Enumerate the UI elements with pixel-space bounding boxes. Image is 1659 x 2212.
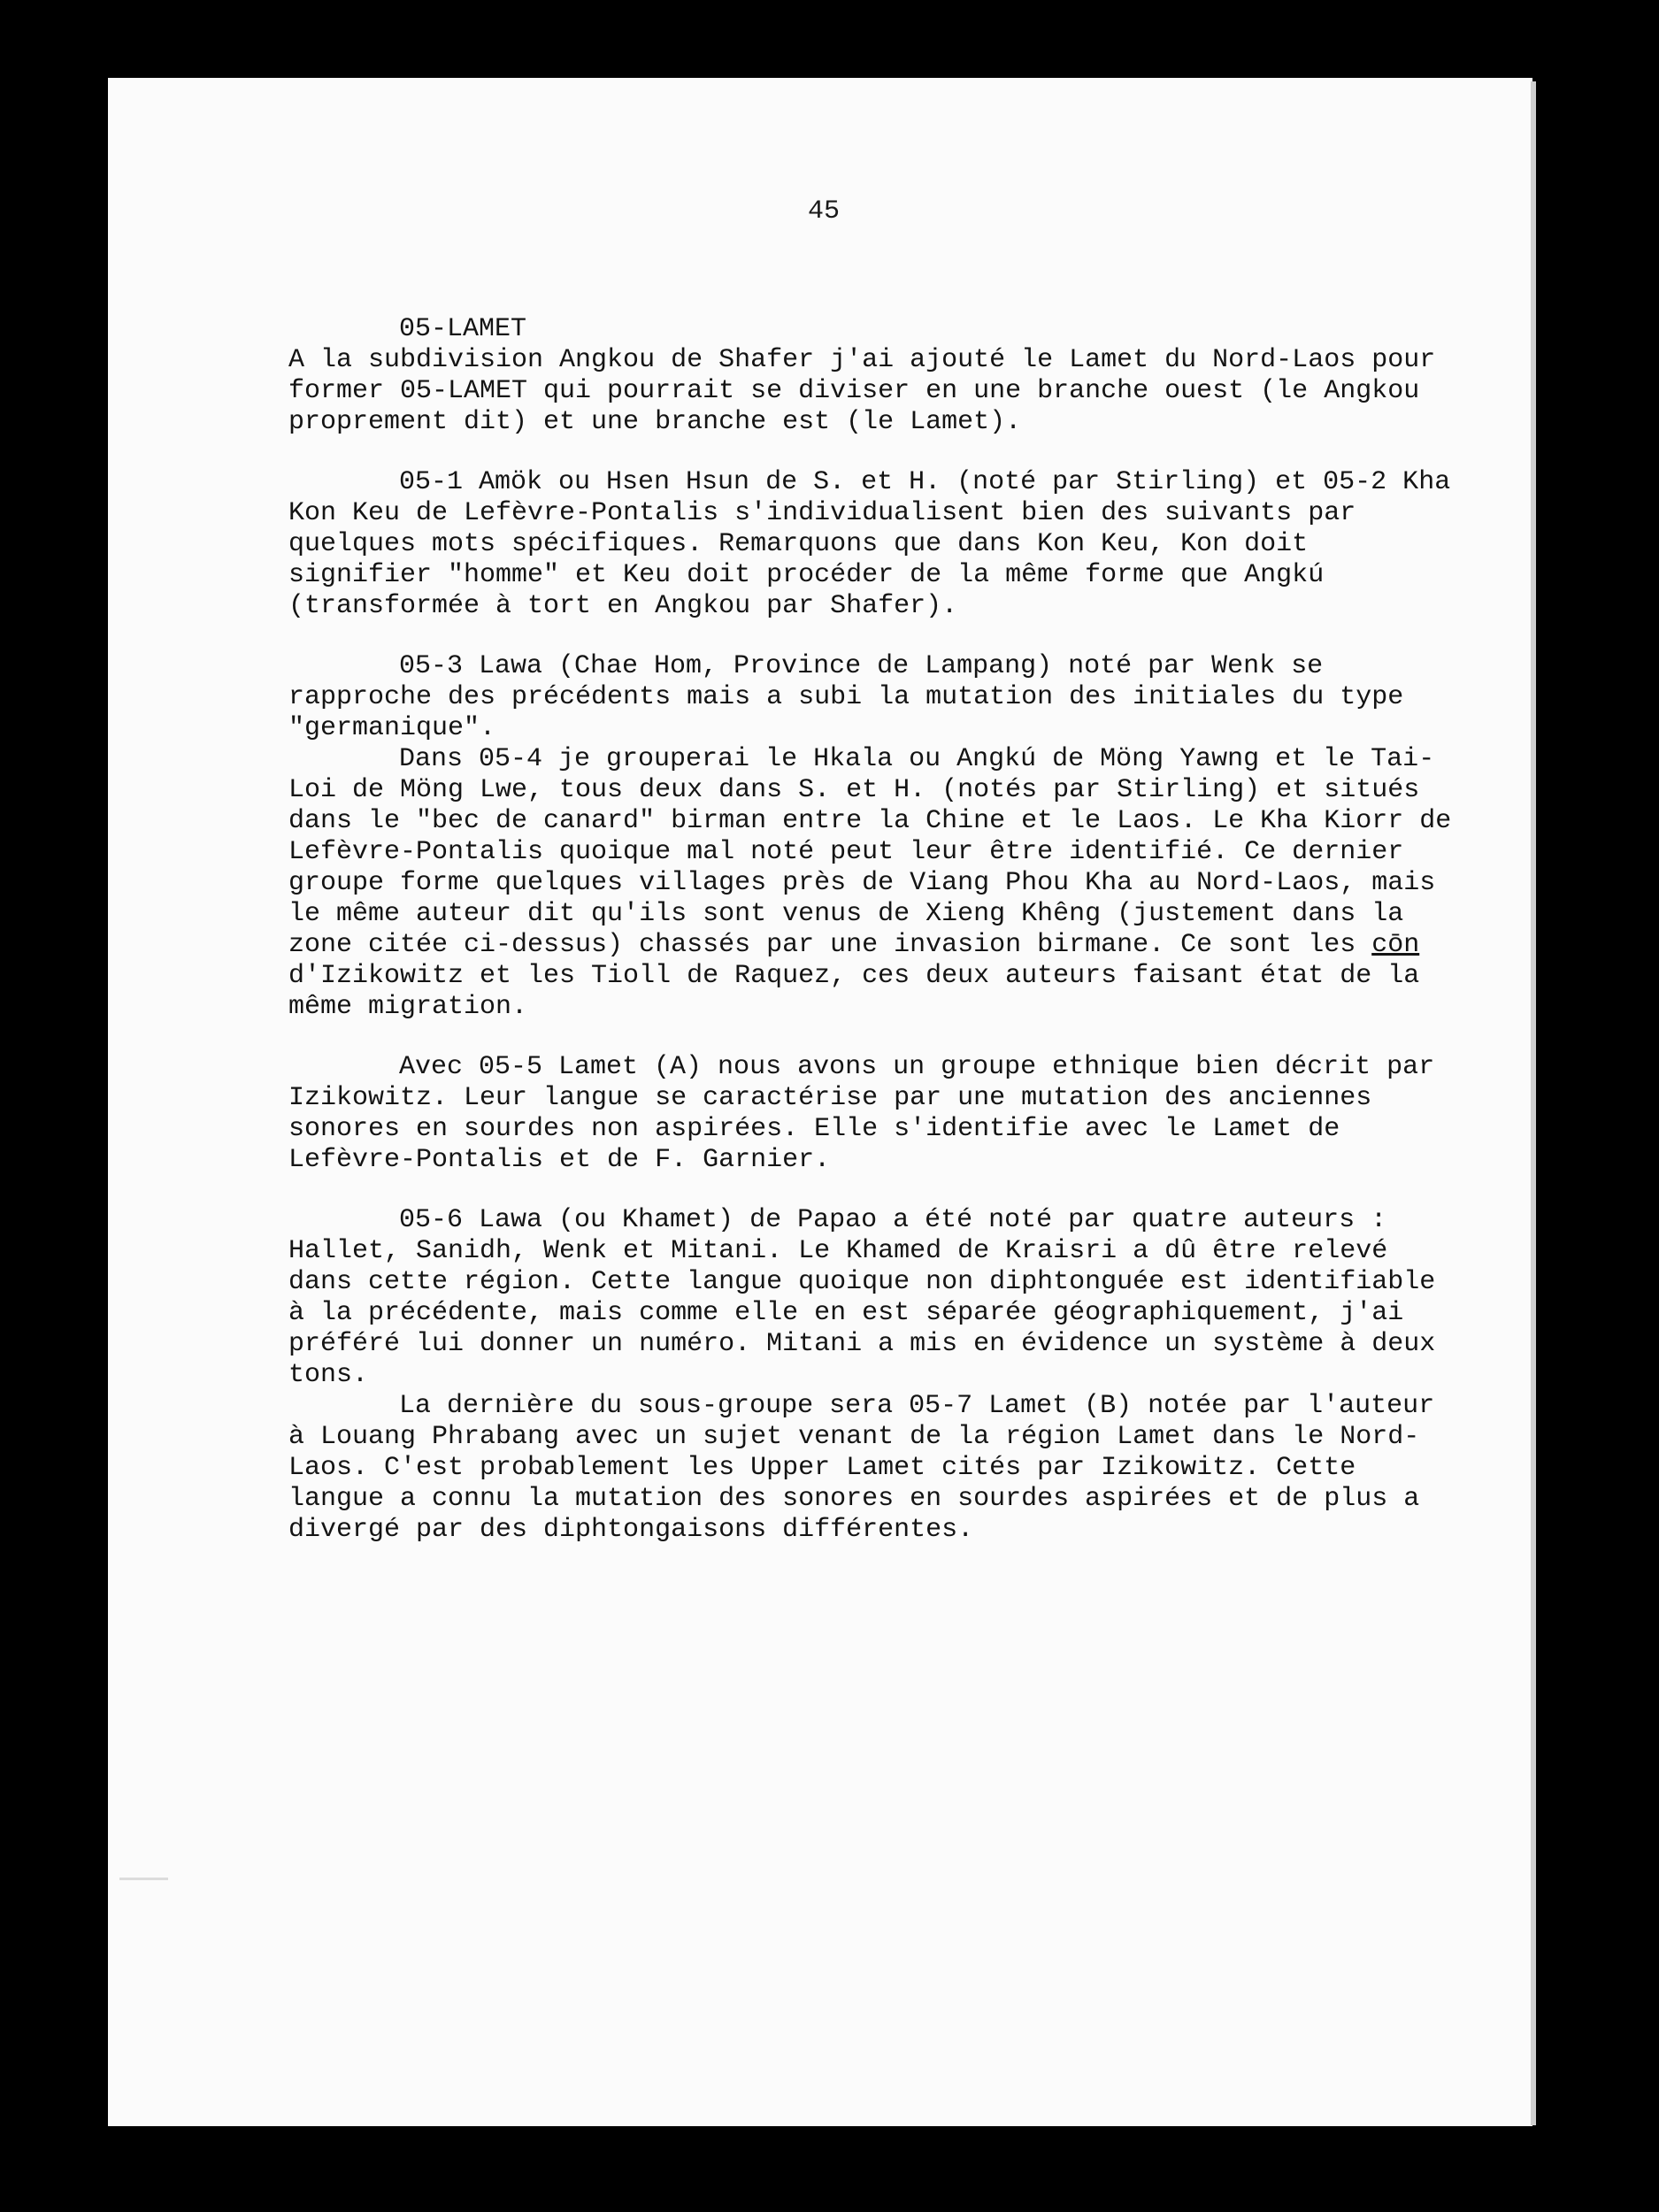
page-number: 45 <box>808 196 841 227</box>
underlined-term: cōn <box>1371 930 1420 960</box>
paragraph-05-4 <box>288 744 1452 1023</box>
paragraph-05-4-text: Dans 05-4 je grouperai le Hkala ou Angkú de Möng Yawng et le Tai-Loi de Möng Lwe, tous deux dans S. et H. (notés par Stirling) et situés dans le "bec de canard" birman entre la Chine et le Laos. Le Kha Kiorr de Lefèvre-Pontalis quoique mal noté peut leur être identifié. Ce dernier groupe forme quelques villages près de Viang Phou Kha au Nord-Laos, mais le même auteur dit qu'ils sont venus de Xieng Khêng (justement dans la zone citée ci-dessus) chassés par une invasion birmane. Ce sont les <box>288 744 1452 960</box>
paragraph-05-4-text-end: d'Izikowitz et les Tioll de Raquez, ces deux auteurs faisant état de la même migration. <box>288 961 1420 1022</box>
paragraph-05-1-05-2: 05-1 Amök ou Hsen Hsun de S. et H. (noté par Stirling) et 05-2 Kha Kon Keu de Lefèvre-Pontalis s'individualisent bien des suivants par quelques mots spécifiques. Remarquons que dans Kon Keu, Kon doit signifier "homme" et Keu doit procéder de la même forme que Angkú (transformée à tort en Angkou par Shafer). <box>288 467 1451 621</box>
paragraph-intro: A la subdivision Angkou de Shafer j'ai ajouté le Lamet du Nord-Laos pour former 05-LAMET qui pourrait se diviser en une branche ouest (le Angkou proprement dit) et une branche est (le Lamet). <box>288 345 1436 437</box>
page-edge <box>1531 81 1536 2125</box>
paragraph-05-7: La dernière du sous-groupe sera 05-7 Lamet (B) notée par l'auteur à Louang Phrabang avec un sujet venant de la région Lamet dans le Nord-Laos. C'est probablement les Upper Lamet cités par Izikowitz. Cette langue a connu la mutation des sonores en sourdes aspirées et de plus a divergé par des diphtongaisons différentes. <box>288 1391 1435 1545</box>
paragraph-05-6: 05-6 Lawa (ou Khamet) de Papao a été noté par quatre auteurs : Hallet, Sanidh, Wenk et Mitani. Le Khamed de Kraisri a dû être relevé dans cette région. Cette langue quoique non diphtonguée est identifiable à la précédente, mais comme elle en est séparée géographiquement, j'ai préféré lui donner un numéro. Mitani a mis en évidence un système à deux tons. <box>288 1205 1436 1390</box>
body-text <box>288 314 1452 1546</box>
margin-mark <box>119 1878 168 1880</box>
paragraph-05-3: 05-3 Lawa (Chae Hom, Province de Lampang) noté par Wenk se rapproche des précédents mais a subi la mutation des initiales du type "germanique". <box>288 651 1404 743</box>
section-heading: 05-LAMET <box>399 314 527 344</box>
paragraph-05-5: Avec 05-5 Lamet (A) nous avons un groupe ethnique bien décrit par Izikowitz. Leur langue se caractérise par une mutation des anciennes sonores en sourdes non aspirées. Elle s'identifie avec le Lamet de Lefèvre-Pontalis et de F. Garnier. <box>288 1052 1435 1175</box>
